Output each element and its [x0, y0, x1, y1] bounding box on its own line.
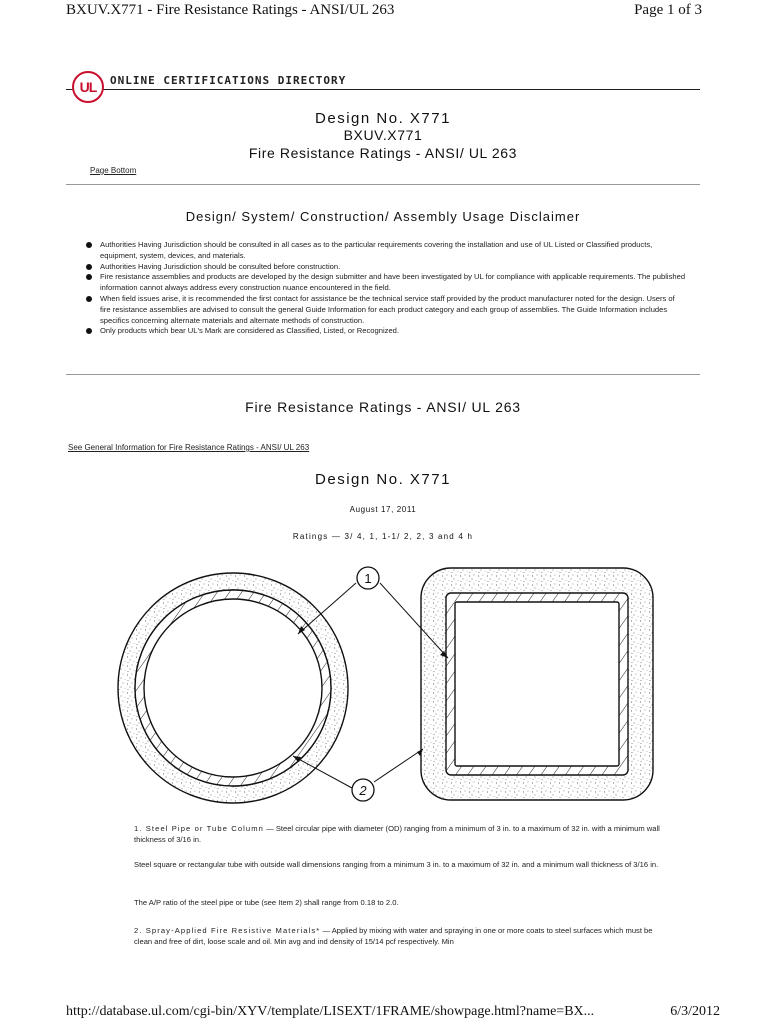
callout-1-label: 1: [364, 571, 372, 586]
item-1-paragraph: [134, 824, 662, 845]
design-date: August 17, 2011: [349, 505, 417, 514]
item-1-text: — Steel circular pipe with diameter (OD) ranging from a minimum of 3 in. to a maximum of 32 in. with a minimum wall thickness of 3/16 in.: [134, 824, 660, 844]
page-bottom-link[interactable]: Page Bottom: [90, 166, 137, 175]
square-column: [421, 568, 653, 800]
design-title: Design No. X771: [315, 471, 451, 488]
item-1-label: 1. Steel Pipe or Tube Column: [134, 824, 264, 833]
bullet-icon: [86, 328, 92, 334]
section-title: Fire Resistance Ratings - ANSI/ UL 263: [245, 399, 521, 415]
column-cross-section-drawing: [108, 556, 660, 816]
disclaimer-list: [86, 240, 686, 337]
bullet-icon: [86, 264, 92, 270]
bullet-icon: [86, 274, 92, 280]
bullet-icon: [86, 296, 92, 302]
divider: [66, 184, 700, 185]
steel-tube-inner-edge: [455, 602, 619, 766]
square-tube-paragraph: Steel square or rectangular tube with outside wall dimensions ranging from a minimum 3 in. to a maximum of 32 in. and a minimum wall thickness of 3/16 in.: [134, 860, 659, 869]
item-2-label: 2. Spray-Applied Fire Resistive Materials*: [134, 926, 321, 935]
ul-logo: UL: [72, 71, 104, 103]
callout-2-label: 2: [359, 783, 367, 798]
print-footer: [66, 1004, 720, 1024]
ap-ratio-paragraph: The A/P ratio of the steel pipe or tube (see Item 2) shall range from 0.18 to 2.0.: [134, 898, 399, 907]
item-2-paragraph: [134, 926, 662, 947]
disclaimer-title: Design/ System/ Construction/ Assembly Usage Disclaimer: [185, 209, 581, 224]
directory-title: ONLINE CERTIFICATIONS DIRECTORY: [110, 74, 350, 87]
directory-banner: [66, 68, 700, 104]
print-footer-url: http://database.ul.com/cgi-bin/XYV/template/LISEXT/1FRAME/showpage.html?name=BX...: [66, 1004, 595, 1019]
disclaimer-item: Authorities Having Jurisdiction should be consulted in all cases as to the particular requirements covering the installation and use of UL Listed or Classified products, equipment, system, devices, and materials.: [86, 240, 686, 262]
circular-column: [118, 573, 348, 803]
design-number-heading: Design No. X771: [315, 110, 451, 127]
ratings-line: Ratings — 3/ 4, 1, 1-1/ 2, 2, 3 and 4 h: [292, 532, 474, 541]
disclaimer-item: Fire resistance assemblies and products are developed by the design submitter and have been investigated by UL for compliance with applicable requirements. The published information cannot always address every construction nuance encountered in the field.: [86, 272, 686, 294]
bullet-icon: [86, 242, 92, 248]
disclaimer-item: Only products which bear UL's Mark are considered as Classified, Listed, or Recognized.: [86, 326, 686, 337]
print-footer-date: 6/3/2012: [670, 1004, 720, 1019]
print-header-title: BXUV.X771 - Fire Resistance Ratings - ANSI/UL 263: [66, 2, 395, 18]
item-2-text: — Applied by mixing with water and spraying in one or more coats to steel surfaces which must be clean and free of dirt, loose scale and oil. Min avg and ind density of 15/14 pcf respectively. Min: [134, 926, 653, 946]
print-header: [66, 2, 702, 24]
disclaimer-item: When field issues arise, it is recommended the first contact for assistance be the technical service staff provided by the product manufacturer noted for the design. Users of fire resistance assemblies are advised to consult the general Guide Information for each product category and each group of assemblies. The Guide Information includes specifics concerning alternate materials and alternate methods of construction.: [86, 294, 686, 326]
divider: [66, 374, 700, 375]
general-information-link[interactable]: See General Information for Fire Resistance Ratings - ANSI/ UL 263: [68, 443, 310, 452]
steel-pipe-inner-edge: [144, 599, 322, 777]
disclaimer-item: Authorities Having Jurisdiction should be consulted before construction.: [86, 262, 686, 273]
print-page-number: Page 1 of 3: [634, 2, 702, 18]
banner-rule: [66, 89, 700, 90]
category-name: Fire Resistance Ratings - ANSI/ UL 263: [248, 145, 518, 161]
category-code: BXUV.X771: [343, 127, 423, 143]
